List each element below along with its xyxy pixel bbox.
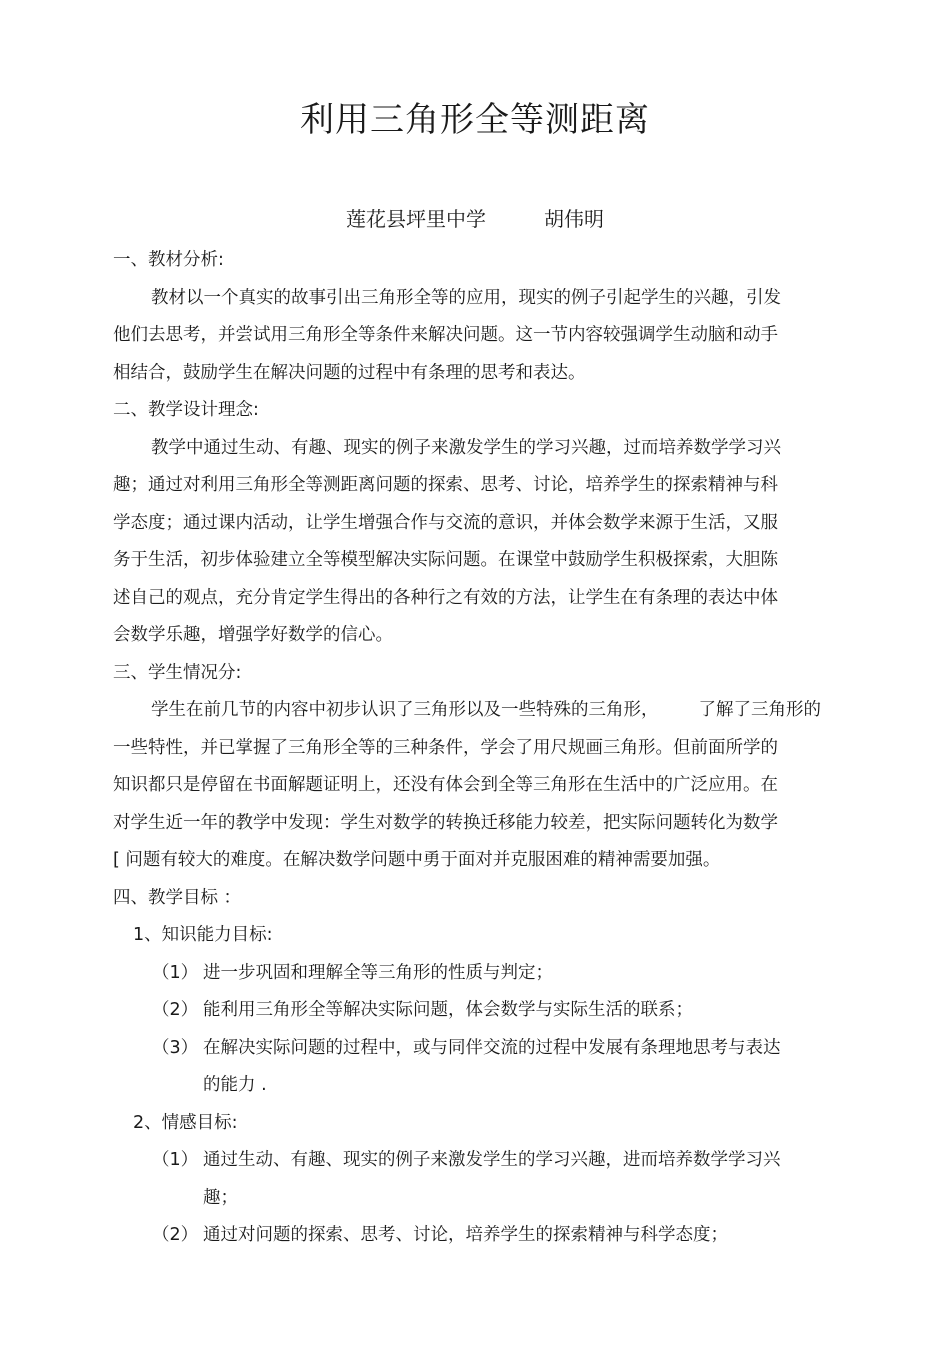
paragraph-line: 会数学乐趣，增强学好数学的信心。: [113, 625, 393, 645]
paragraph-line: 务于生活，初步体验建立全等模型解决实际问题。在课堂中鼓励学生积极探索，大胆陈: [113, 550, 778, 570]
paragraph-line: 知识都只是停留在书面解题证明上，还没有体会到全等三角形在生活中的广泛应用。在: [113, 775, 778, 795]
item-number: （1）: [152, 1150, 199, 1170]
paragraph-text: 了解了三角形的: [698, 700, 821, 720]
paragraph-line: 教材以一个真实的故事引出三角形全等的应用，现实的例子引起学生的兴趣，引发: [151, 288, 781, 308]
paragraph-line: 一些特性，并已掌握了三角形全等的三种条件，学会了用尺规画三角形。但前面所学的: [113, 738, 778, 758]
section-heading-4: 四、教学目标 ：: [113, 888, 242, 908]
item-text: 通过对问题的探索、思考、讨论，培养学生的探索精神与科学态度；: [203, 1225, 728, 1245]
paragraph-line: [151, 698, 871, 722]
item-text-continued: 趣；: [203, 1188, 238, 1208]
section-heading-1: 一、教材分析:: [113, 250, 224, 270]
page-title: 利用三角形全等测距离: [300, 100, 650, 140]
item-number: （2）: [152, 1225, 199, 1245]
paragraph-line: [ 问题有较大的难度。在解决数学问题中勇于面对并克服困难的精神需要加强。: [113, 850, 721, 870]
section-heading-3: 三、学生情况分:: [113, 663, 242, 683]
paragraph-line: 述自己的观点，充分肯定学生得出的各种行之有效的方法，让学生在有条理的表达中体: [113, 588, 778, 608]
item-text: 能利用三角形全等解决实际问题，体会数学与实际生活的联系；: [203, 1000, 693, 1020]
item-number: （2）: [152, 1000, 199, 1020]
item-number: （3）: [152, 1038, 199, 1058]
author-school: 莲花县坪里中学: [346, 207, 486, 231]
author-line: [0, 203, 950, 232]
author-name: 胡伟明: [544, 207, 604, 231]
item-text: 在解决实际问题的过程中，或与同伴交流的过程中发展有条理地思考与表达: [203, 1038, 781, 1058]
paragraph-line: 相结合，鼓励学生在解决问题的过程中有条理的思考和表达。: [113, 363, 586, 383]
paragraph-text: 学生在前几节的内容中初步认识了三角形以及一些特殊的三角形，: [151, 700, 659, 720]
section-heading-2: 二、教学设计理念:: [113, 400, 259, 420]
item-text-continued: 的能力 .: [203, 1075, 267, 1095]
paragraph-line: 教学中通过生动、有趣、现实的例子来激发学生的学习兴趣，过而培养数学学习兴: [151, 438, 781, 458]
item-text: 通过生动、有趣、现实的例子来激发学生的学习兴趣，进而培养数学学习兴: [203, 1150, 781, 1170]
paragraph-line: 学态度；通过课内活动，让学生增强合作与交流的意识，并体会数学来源于生活，又服: [113, 513, 778, 533]
paragraph-line: 对学生近一年的教学中发现：学生对数学的转换迁移能力较差，把实际问题转化为数学: [113, 813, 778, 833]
paragraph-line: 趣；通过对利用三角形全等测距离问题的探索、思考、讨论，培养学生的探索精神与科: [113, 475, 778, 495]
subsection-heading-1: 1、知识能力目标:: [133, 925, 273, 945]
item-number: （1）: [152, 963, 199, 983]
paragraph-line: 他们去思考，并尝试用三角形全等条件来解决问题。这一节内容较强调学生动脑和动手: [113, 325, 778, 345]
item-text: 进一步巩固和理解全等三角形的性质与判定；: [203, 963, 553, 983]
subsection-heading-2: 2、情感目标:: [133, 1113, 238, 1133]
